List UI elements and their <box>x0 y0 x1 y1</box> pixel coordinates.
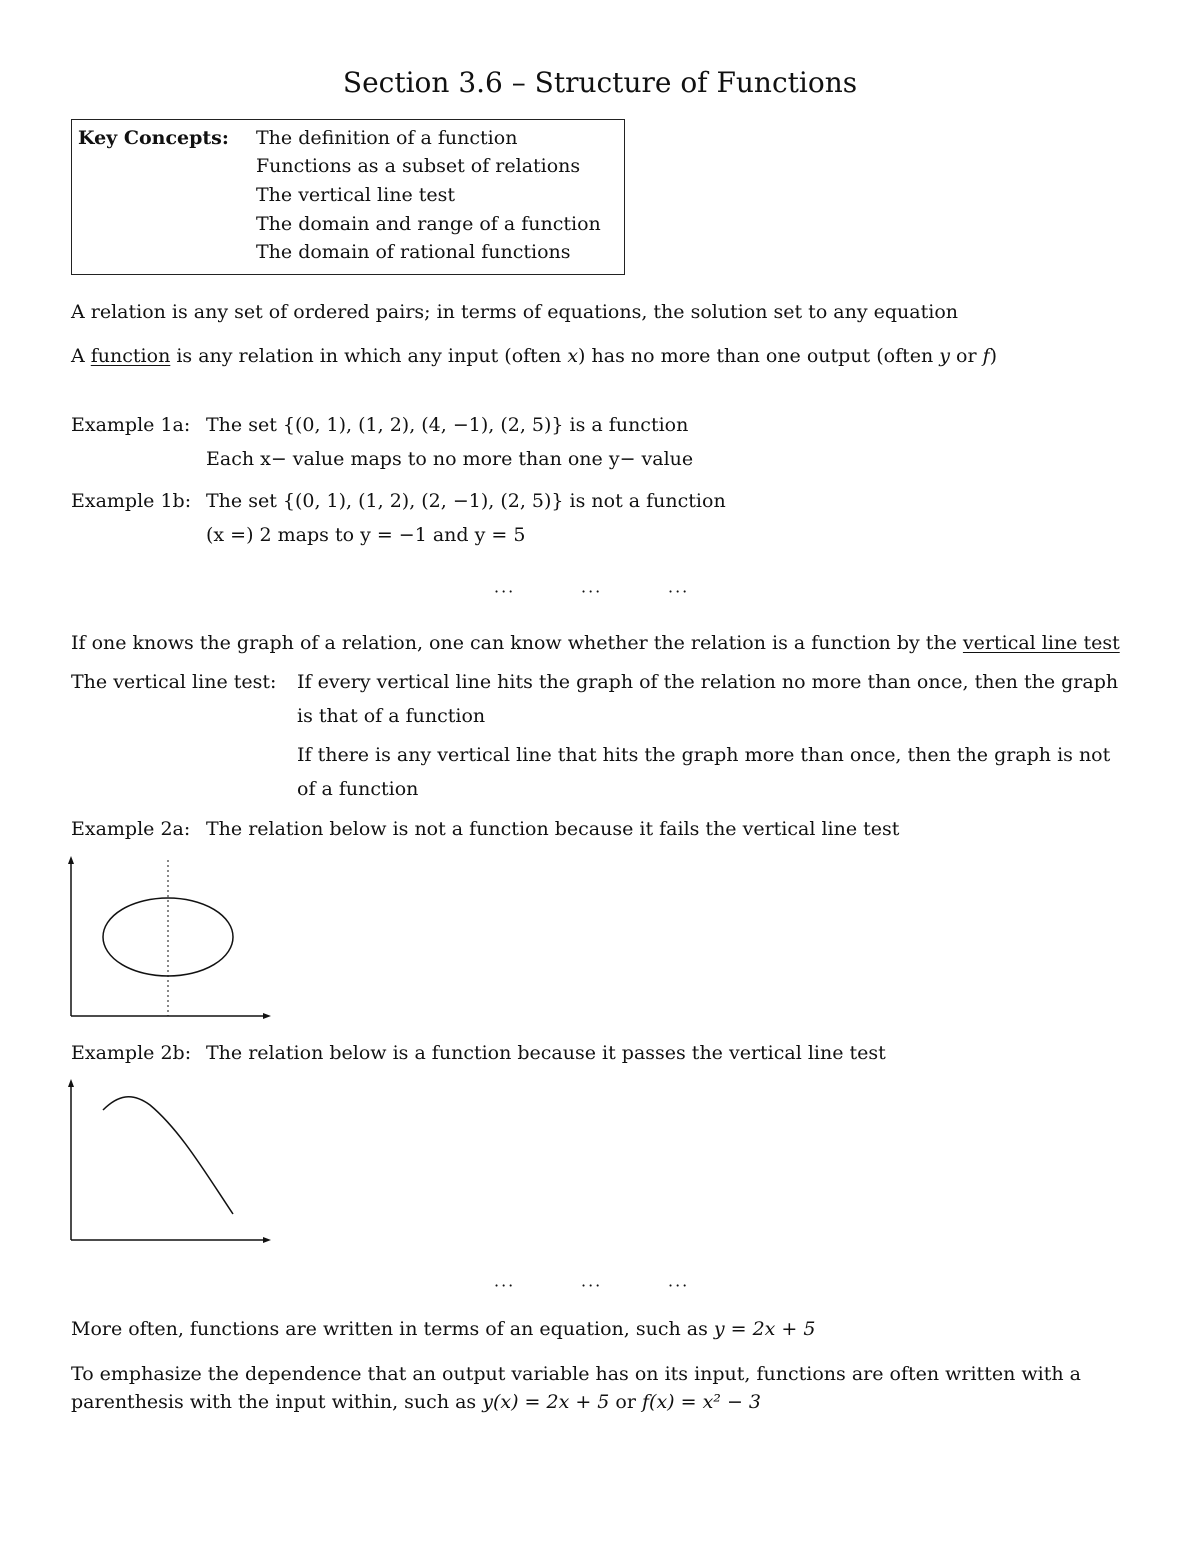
separator-dots: ··· <box>494 582 516 601</box>
key-concept-item: The definition of a function <box>256 127 518 149</box>
vlt-p2-line2: of a function <box>297 778 419 800</box>
separator-dots: ··· <box>581 1276 603 1295</box>
text-fragment: ) has no more than one output (often <box>578 345 940 367</box>
text-fragment: or <box>609 1391 642 1413</box>
function-term: function <box>90 345 171 367</box>
text-fragment: A <box>71 345 91 367</box>
equation-paragraph <box>71 1318 815 1341</box>
example-1b-label: Example 1b: <box>71 490 192 512</box>
equation: y = 2x + 5 <box>713 1318 816 1340</box>
page-title: Section 3.6 – Structure of Functions <box>342 66 858 99</box>
var-x: x <box>567 345 579 367</box>
emphasize-line2 <box>71 1391 761 1414</box>
key-concept-item: The vertical line test <box>256 184 455 206</box>
key-concept-item: Functions as a subset of relations <box>256 155 581 177</box>
equation: y(x) = 2x + 5 <box>482 1391 610 1413</box>
key-concept-item: The domain and range of a function <box>256 213 601 235</box>
example-1a-label: Example 1a: <box>71 414 191 436</box>
separator-dots: ··· <box>581 582 603 601</box>
relation-definition: A relation is any set of ordered pairs; in terms of equations, the solution set to any equation <box>71 301 958 323</box>
text-fragment: ) <box>989 345 998 367</box>
example-2a-text: The relation below is not a function because it fails the vertical line test <box>206 818 900 840</box>
text-fragment: More often, functions are written in terms of an equation, such as <box>71 1318 714 1340</box>
example-1a-line2: Each x− value maps to no more than one y− value <box>206 448 694 470</box>
vlt-label: The vertical line test: <box>71 671 277 693</box>
text-fragment: or <box>950 345 983 367</box>
var-y: y <box>939 345 950 367</box>
vlt-p2-line1: If there is any vertical line that hits the graph more than once, then the graph is not <box>297 744 1111 766</box>
example-2b-label: Example 2b: <box>71 1042 192 1064</box>
graph-2b <box>71 1083 267 1240</box>
example-1a-line1: The set {(0, 1), (1, 2), (4, −1), (2, 5)} is a function <box>206 414 689 436</box>
var-f: f <box>982 345 990 367</box>
key-concept-item: The domain of rational functions <box>256 241 571 263</box>
separator-dots: ··· <box>494 1276 516 1295</box>
text-fragment: parenthesis with the input within, such as <box>71 1391 483 1413</box>
vlt-term: vertical line test <box>962 632 1120 654</box>
example-2a-label: Example 2a: <box>71 818 191 840</box>
example-2b-text: The relation below is a function because it passes the vertical line test <box>206 1042 886 1064</box>
example-1b-line1: The set {(0, 1), (1, 2), (2, −1), (2, 5)} is not a function <box>206 490 726 512</box>
text-fragment: If one knows the graph of a relation, one can know whether the relation is a function by the <box>71 632 963 654</box>
text-fragment: is any relation in which any input (often <box>170 345 568 367</box>
graph-2a <box>71 860 267 1016</box>
example-1b-line2: (x =) 2 maps to y = −1 and y = 5 <box>206 524 526 546</box>
equation: f(x) = x² − 3 <box>642 1391 761 1413</box>
separator-dots: ··· <box>668 582 690 601</box>
emphasize-line1: To emphasize the dependence that an output variable has on its input, functions are often written with a <box>71 1363 1081 1385</box>
vlt-p1-line2: is that of a function <box>297 705 486 727</box>
separator-dots: ··· <box>668 1276 690 1295</box>
function-curve <box>103 1097 233 1214</box>
key-concepts-label: Key Concepts: <box>78 127 229 149</box>
vlt-p1-line1: If every vertical line hits the graph of the relation no more than once, then the graph <box>297 671 1119 693</box>
